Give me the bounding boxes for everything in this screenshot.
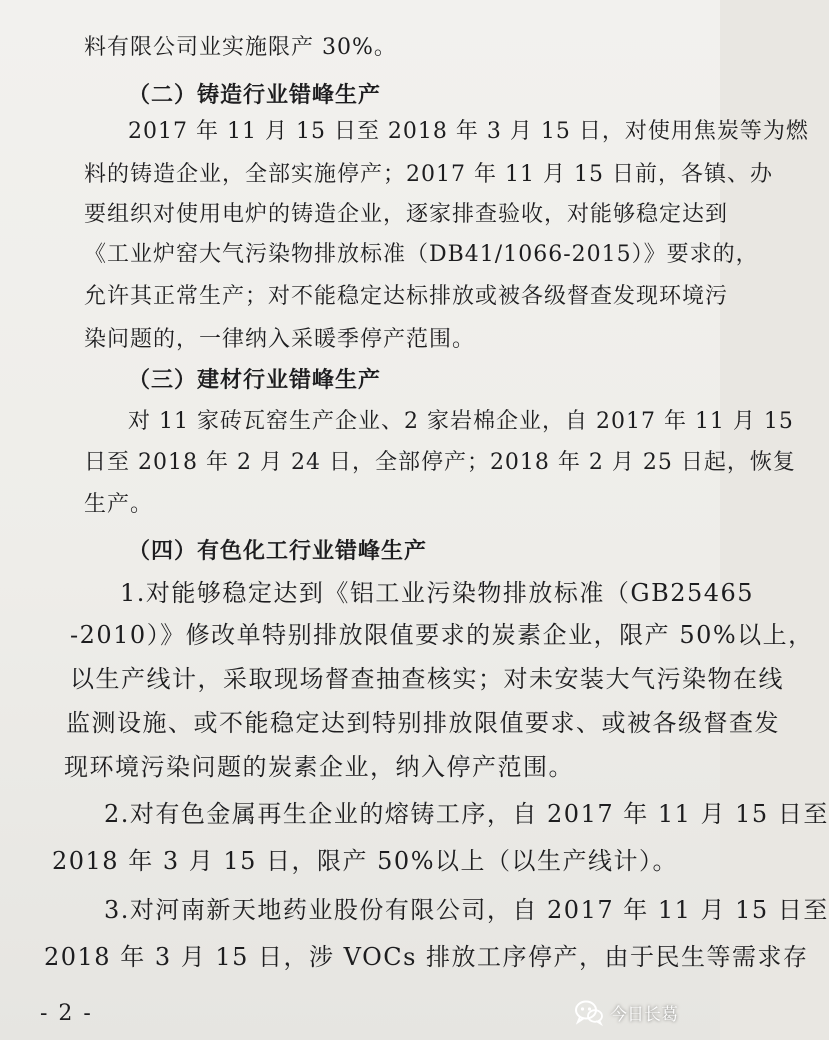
text-line: 2017 年 11 月 15 日至 2018 年 3 月 15 日，对使用焦炭等为燃 [128, 119, 809, 144]
page-number: - 2 - [40, 1001, 93, 1026]
text-line: 以生产线计，采取现场督查抽查核实；对未安装大气污染物在线 [70, 665, 784, 693]
text-line: 监测设施、或不能稳定达到特别排放限值要求、或被各级督查发 [66, 709, 780, 737]
text-line: 料有限公司业实施限产 30%。 [84, 35, 397, 60]
text-line: 2.对有色金属再生企业的熔铸工序，自 2017 年 11 月 15 日至 [104, 800, 829, 828]
section-heading-2: （二）铸造行业错峰生产 [128, 82, 382, 108]
text-line: 允许其正常生产；对不能稳定达标排放或被各级督查发现环境污 [84, 284, 729, 309]
text-line: 《工业炉窑大气污染物排放标准（DB41/1066-2015）》要求的， [84, 242, 759, 267]
text-line: 现环境污染问题的炭素企业，纳入停产范围。 [64, 753, 574, 781]
text-line: 日至 2018 年 2 月 24 日，全部停产；2018 年 2 月 25 日起，恢复 [84, 450, 796, 475]
wechat-watermark [574, 996, 678, 1028]
text-line: 要组织对使用电炉的铸造企业，逐家排查验收，对能够稳定达到 [84, 202, 729, 227]
text-line: -2010）》修改单特别排放限值要求的炭素企业，限产 50%以上， [70, 621, 814, 649]
text-line: 2018 年 3 月 15 日，限产 50%以上（以生产线计）。 [52, 847, 679, 875]
watermark-label: 今日长葛 [610, 1004, 678, 1025]
text-line: 生产。 [84, 492, 154, 517]
text-line: 对 11 家砖瓦窑生产企业、2 家岩棉企业，自 2017 年 11 月 15 [128, 409, 794, 434]
section-heading-4: （四）有色化工行业错峰生产 [128, 538, 428, 564]
text-line: 2018 年 3 月 15 日，涉 VOCs 排放工序停产，由于民生等需求存 [44, 943, 809, 971]
text-line: 料的铸造企业，全部实施停产；2017 年 11 月 15 日前，各镇、办 [84, 162, 773, 187]
text-line: 1.对能够稳定达到《铝工业污染物排放标准（GB25465 [120, 579, 755, 607]
text-line: 染问题的，一律纳入采暖季停产范围。 [84, 327, 476, 352]
text-line: 3.对河南新天地药业股份有限公司，自 2017 年 11 月 15 日至 [104, 896, 829, 924]
section-heading-3: （三）建材行业错峰生产 [128, 367, 382, 393]
wechat-icon [574, 999, 604, 1025]
